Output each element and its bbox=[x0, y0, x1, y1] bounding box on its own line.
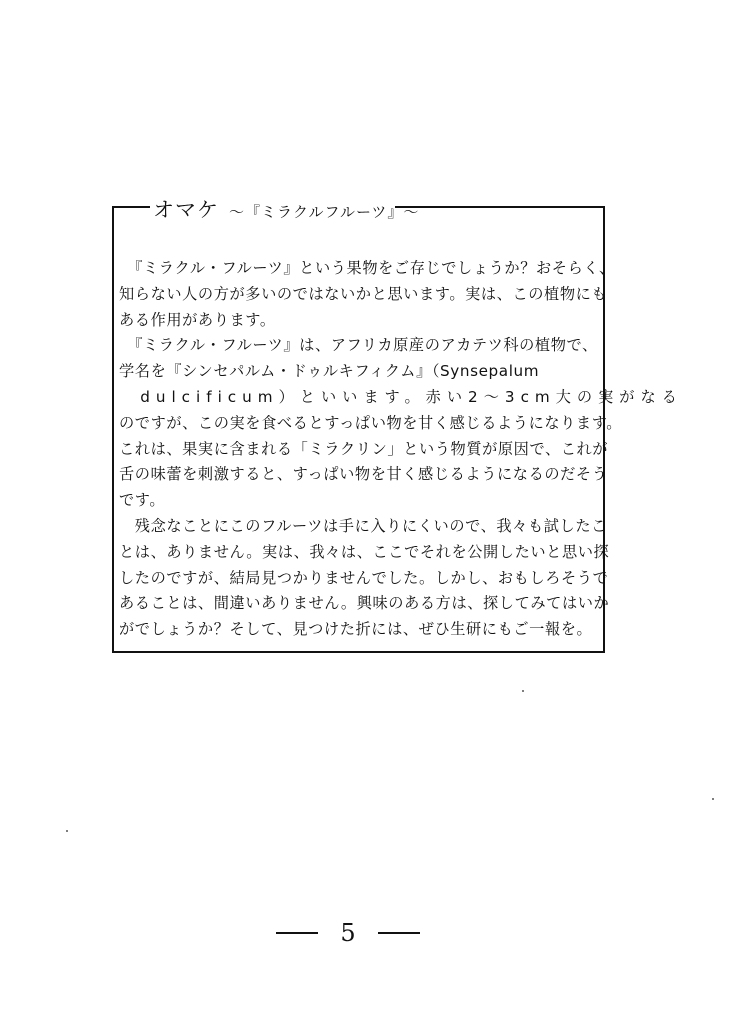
body-line: したのですが、結局見つかりませんでした。しかし、おもしろそうで bbox=[119, 568, 609, 587]
body-line: がでしょうか？そして、見つけた折には、ぜひ生研にもご一報を。 bbox=[119, 620, 593, 639]
body-line: 『ミラクル・フルーツ』は、アフリカ原産のアカテツ科の植物で、 bbox=[119, 336, 598, 355]
body-line: 学名を『シンセパルム・ドゥルキフィクム』（Synsepalum bbox=[119, 362, 540, 381]
heading-title: オマケ bbox=[153, 198, 219, 222]
body-line: これは、果実に含まれる「ミラクリン」という物質が原因で、これが bbox=[119, 439, 609, 458]
body-line: 残念なことにこのフルーツは手に入りにくいので、我々も試したこ bbox=[119, 516, 607, 535]
scan-speck bbox=[712, 798, 714, 800]
heading-subtitle: ～『ミラクルフルーツ』～ bbox=[229, 203, 420, 221]
page-number: 5 bbox=[340, 919, 356, 947]
section-heading bbox=[153, 194, 419, 222]
body-line: 『ミラクル・フルーツ』という果物をご存じでしょうか？おそらく、 bbox=[119, 259, 615, 277]
body-line: です。 bbox=[119, 491, 166, 510]
scan-speck bbox=[66, 830, 68, 832]
body-line: 知らない人の方が多いのではないかと思います。実は、この植物にも bbox=[119, 284, 608, 303]
body-text bbox=[119, 256, 683, 643]
footer-rule-left bbox=[276, 932, 318, 934]
body-line: dulcificum）といいます。赤い2～3cm大の実がなる bbox=[119, 387, 683, 406]
body-line: あることは、間違いありません。興味のある方は、探してみてはいか bbox=[119, 594, 610, 613]
body-line: ある作用があります。 bbox=[119, 310, 276, 329]
body-line: 舌の味蕾を刺激すると、すっぱい物を甘く感じるようになるのだそう bbox=[119, 465, 608, 484]
page-number-footer bbox=[276, 921, 420, 945]
body-line: とは、ありません。実は、我々は、ここでそれを公開したいと思い探 bbox=[119, 542, 610, 561]
scan-speck bbox=[522, 690, 524, 692]
footer-rule-right bbox=[378, 932, 420, 934]
body-line: のですが、この実を食べるとすっぱい物を甘く感じるようになります。 bbox=[119, 413, 623, 432]
